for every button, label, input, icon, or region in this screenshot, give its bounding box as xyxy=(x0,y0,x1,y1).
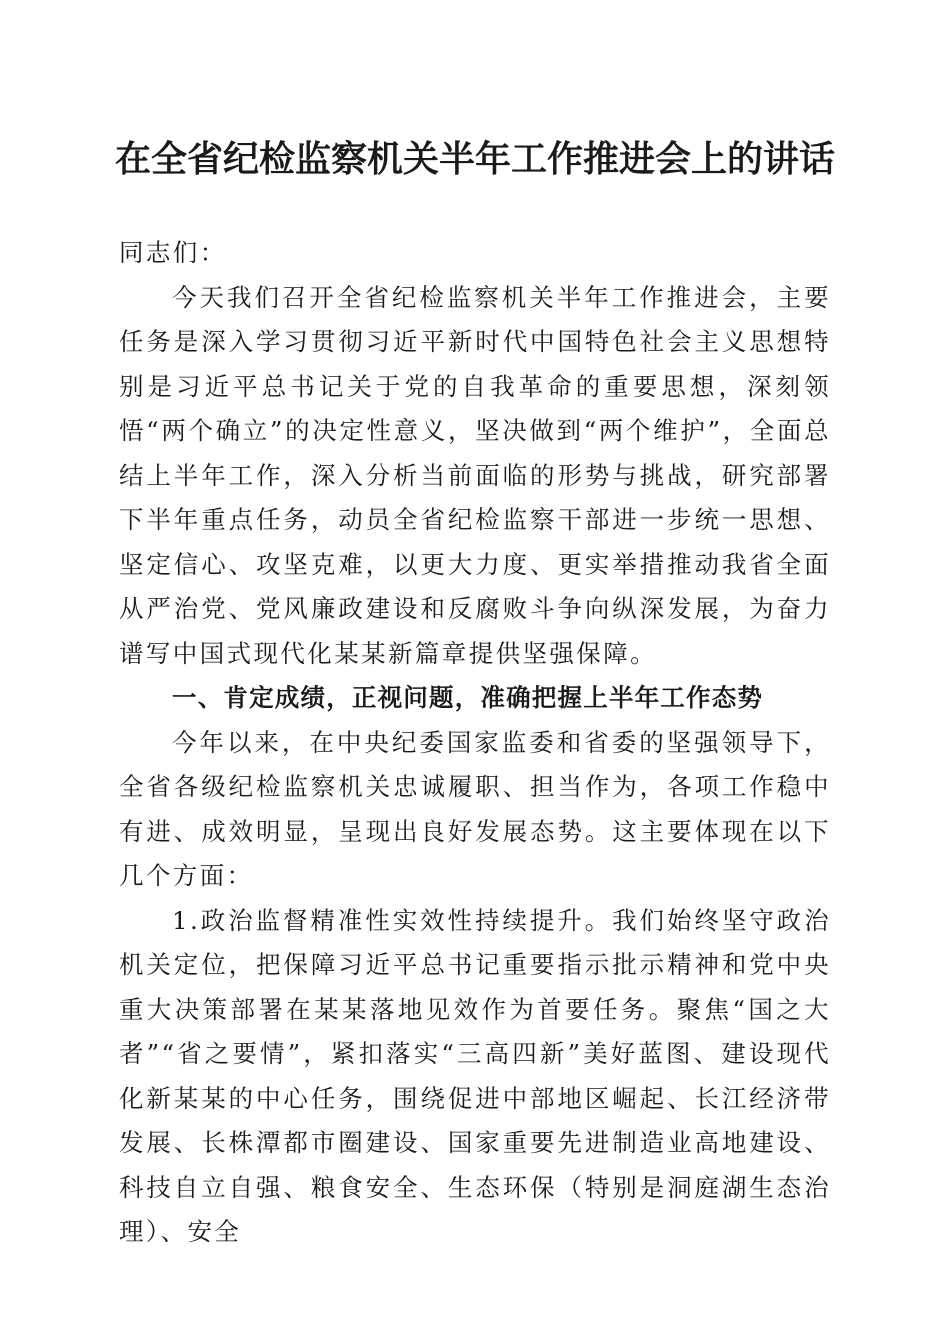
salutation: 同志们： xyxy=(119,238,227,267)
paragraph-intro: 今天我们召开全省纪检监察机关半年工作推进会，主要任务是深入学习贯彻习近平新时代中国特色社会主义思想特别是习近平总书记关于党的自我革命的重要思想，深刻领悟“两个确立”的决定性意义，坚决做到“两个维护”，全面总结上半年工作，深入分析当前面临的形势与挑战，研究部署下半年重点任务，动员全省纪检监察干部进一步统一思想、坚定信心、攻坚克难，以更大力度、更实举措推动我省全面从严治党、党风廉政建设和反腐败斗争向纵深发展，为奋力谱写中国式现代化某某新篇章提供坚强保障。 xyxy=(119,282,831,668)
section-heading-1: 一、肯定成绩，正视问题，准确把握上半年工作态势 xyxy=(172,683,764,712)
paragraph-item-1: 1.政治监督精准性实效性持续提升。我们始终坚守政治机关定位，把保障习近平总书记重要指示批示精神和党中央重大决策部署在某某落地见效作为首要任务。聚焦“国之大者”“省之要情”，紧扣落实“三高四新”美好蓝图、建设现代化新某某的中心任务，围绕促进中部地区崛起、长江经济带发展、长株潭都市圈建设、国家重要先进制造业高地建设、科技自立自强、粮食安全、生态环保（特别是洞庭湖生态治理）、安全 xyxy=(119,905,831,1246)
document-title: 在全省纪检监察机关半年工作推进会上的讲话 xyxy=(114,138,835,180)
paragraph-summary: 今年以来，在中央纪委国家监委和省委的坚强领导下，全省各级纪检监察机关忠诚履职、担当作为，各项工作稳中有进、成效明显，呈现出良好发展态势。这主要体现在以下几个方面： xyxy=(119,727,831,890)
document-body xyxy=(119,231,831,1255)
